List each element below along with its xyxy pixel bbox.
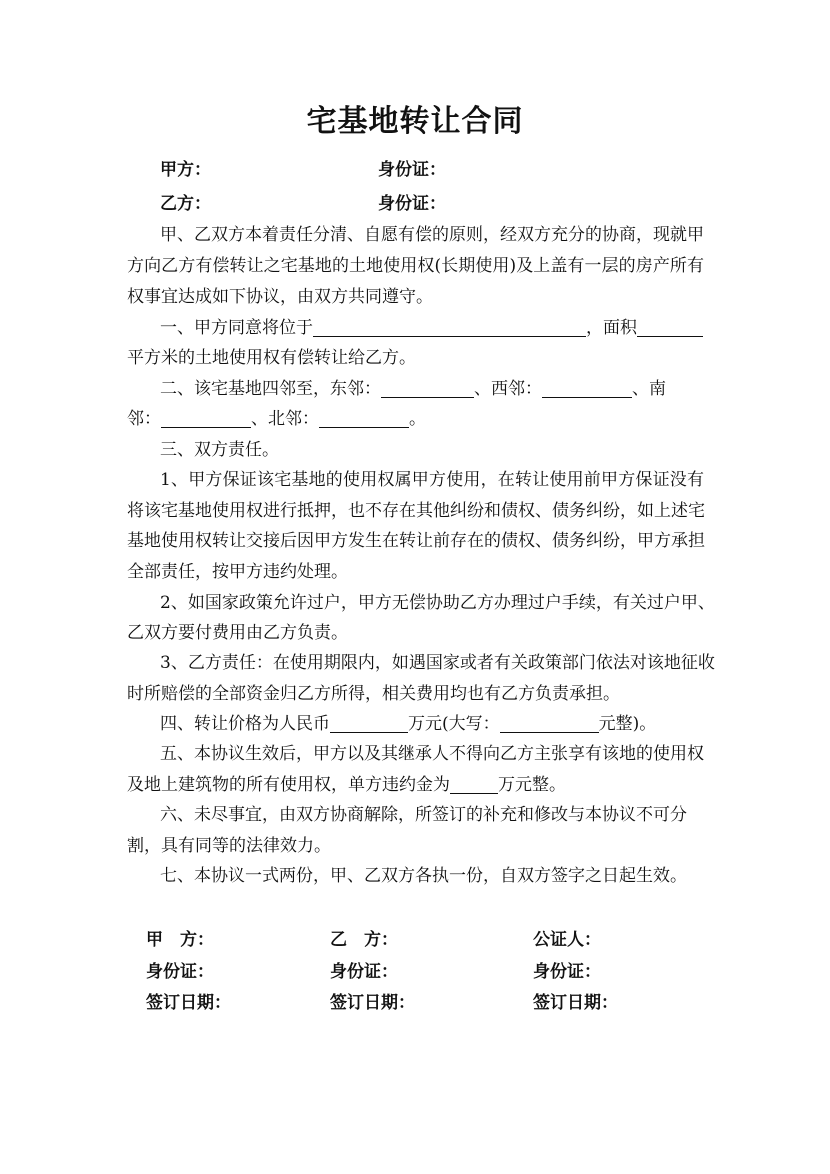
clause-3-item-1-line-1: 1、甲方保证该宅基地的使用权属甲方使用，在转让使用前甲方保证没有 <box>160 470 704 490</box>
signature-party-b-date: 签订日期： <box>330 993 415 1013</box>
clause-3-item-3-line-2: 时所赔偿的全部资金归乙方所得，相关费用均也有乙方负责承担。 <box>127 684 620 704</box>
signature-notary-id: 身份证： <box>533 962 601 982</box>
area-label: ，面积 <box>586 318 637 338</box>
clause-4-line <box>160 714 656 734</box>
party-a-label: 甲方： <box>160 160 211 180</box>
clause-2-east-label: 二、该宅基地四邻至，东邻： <box>160 379 381 399</box>
clause-2-line-1 <box>160 379 666 399</box>
area-blank <box>637 319 703 337</box>
preamble-line-2: 方向乙方有偿转让之宅基地的土地使用权(长期使用)及上盖有一层的房产所有 <box>127 256 704 276</box>
price-uppercase-blank <box>500 715 599 733</box>
south-neighbor-blank <box>161 410 251 428</box>
signature-party-a-id: 身份证： <box>146 962 214 982</box>
clause-5-end: 万元整。 <box>498 775 566 795</box>
clause-3-heading: 三、双方责任。 <box>160 440 279 460</box>
party-b-id-label: 身份证： <box>378 194 446 214</box>
west-neighbor-blank <box>542 380 632 398</box>
signature-party-a: 甲 方： <box>146 930 214 950</box>
clause-5-line-1: 五、本协议生效后，甲方以及其继承人不得向乙方主张享有该地的使用权 <box>160 744 704 764</box>
clause-1-line-2: 平方米的土地使用权有偿转让给乙方。 <box>127 348 416 368</box>
clause-2-south-label: 、南 <box>632 379 666 399</box>
clause-4-price-label: 四、转让价格为人民币 <box>160 714 330 734</box>
signature-party-b-id: 身份证： <box>330 962 398 982</box>
price-number-blank <box>330 715 408 733</box>
clause-7-line: 七、本协议一式两份，甲、乙双方各执一份，自双方签字之日起生效。 <box>160 866 687 886</box>
preamble-line-3: 权事宜达成如下协议，由双方共同遵守。 <box>127 287 433 307</box>
clause-3-item-3-line-1: 3、乙方责任：在使用期限内，如遇国家或者有关政策部门依法对该地征收 <box>160 653 715 673</box>
clause-6-line-2: 割，具有同等的法律效力。 <box>127 836 331 856</box>
clause-2-period: 。 <box>409 409 426 429</box>
signature-notary-date: 签订日期： <box>533 993 618 1013</box>
location-blank <box>313 319 586 337</box>
east-neighbor-blank <box>381 380 474 398</box>
clause-5-line-2 <box>127 775 566 795</box>
document-title: 宅基地转让合同 <box>306 104 524 139</box>
clause-3-item-1-line-3: 基地使用权转让交接后因甲方发生在转让前存在的债权、债务纠纷，甲方承担 <box>127 531 705 551</box>
signature-party-a-date: 签订日期： <box>146 993 231 1013</box>
party-a-id-label: 身份证： <box>378 160 446 180</box>
clause-2-north-label: 、北邻： <box>251 409 319 429</box>
signature-notary: 公证人： <box>533 930 601 950</box>
signature-party-b: 乙 方： <box>330 930 398 950</box>
clause-6-line-1: 六、未尽事宜，由双方协商解除，所签订的补充和修改与本协议不可分 <box>160 805 687 825</box>
penalty-blank <box>450 776 498 794</box>
party-b-label: 乙方： <box>160 194 211 214</box>
clause-4-uppercase-label: 万元(大写： <box>408 714 500 734</box>
clause-2-line-2 <box>127 409 426 429</box>
north-neighbor-blank <box>319 410 409 428</box>
clause-1-text: 一、甲方同意将位于 <box>160 318 313 338</box>
clause-3-item-2-line-1: 2、如国家政策允许过户，甲方无偿协助乙方办理过户手续，有关过户甲、 <box>160 593 715 613</box>
clause-1-line-1 <box>160 318 703 338</box>
clause-2-south-label-end: 邻： <box>127 409 161 429</box>
clause-4-end: 元整)。 <box>598 714 657 734</box>
clause-3-item-1-line-2: 将该宅基地使用权进行抵押，也不存在其他纠纷和债权、债务纠纷，如上述宅 <box>127 501 705 521</box>
clause-5-penalty-label: 及地上建筑物的所有使用权，单方违约金为 <box>127 775 450 795</box>
clause-2-west-label: 、西邻： <box>474 379 542 399</box>
clause-3-item-1-line-4: 全部责任，按甲方违约处理。 <box>127 562 348 582</box>
clause-3-item-2-line-2: 乙双方要付费用由乙方负责。 <box>127 623 348 643</box>
preamble-line-1: 甲、乙双方本着责任分清、自愿有偿的原则，经双方充分的协商，现就甲 <box>160 225 704 245</box>
